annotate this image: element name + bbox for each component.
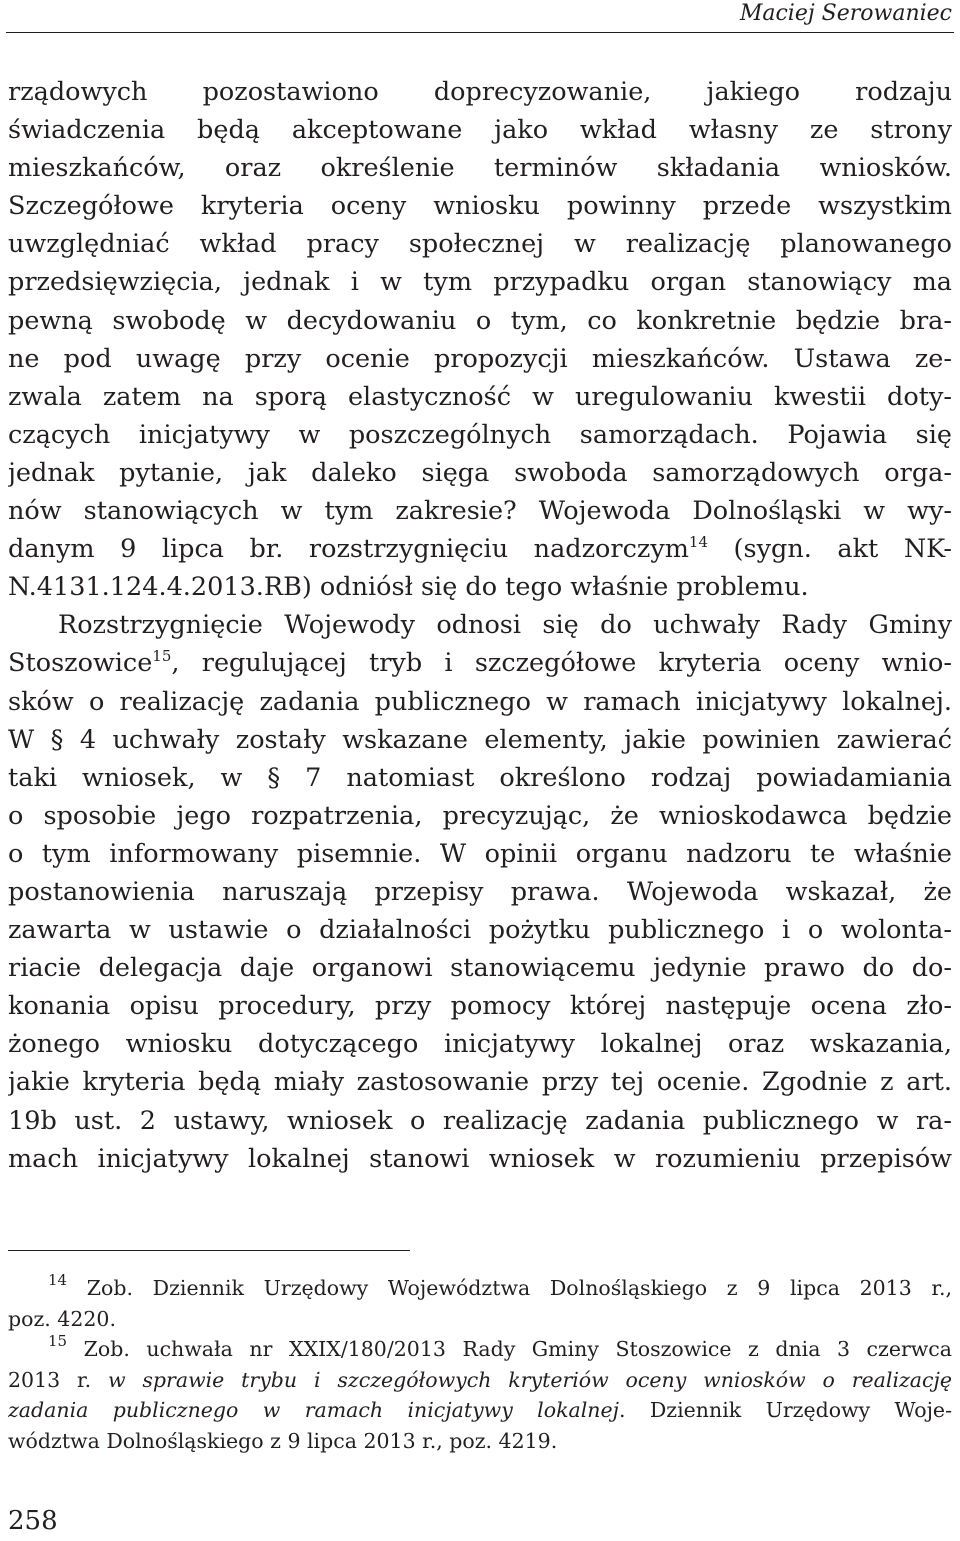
body-line: mach inicjatywy lokalnej stanowi wniosek w rozumieniu przepisów	[8, 1143, 952, 1174]
header-rule	[6, 32, 954, 33]
footnote-text: Zob. uchwała nr XXIX/180/2013 Rady Gminy Stoszowice z dnia 3 czerwca	[67, 1337, 952, 1361]
body-line: jakie kryteria będą miały zastosowanie przy tej ocenie. Zgodnie z art.	[8, 1067, 952, 1098]
footnote-15	[8, 1334, 952, 1365]
footnote-14	[8, 1273, 952, 1304]
body-line: mieszkańców, oraz określenie terminów składania wniosków.	[8, 153, 952, 184]
footnote-ref-14[interactable]: 14	[688, 533, 708, 552]
footnote-rule	[8, 1250, 410, 1251]
body-line: żonego wniosku dotyczącego inicjatywy lokalnej oraz wskazania,	[8, 1029, 952, 1060]
body-line: uwzględniać wkład pracy społecznej w realizację planowanego	[8, 229, 952, 260]
body-line: jednak pytanie, jak daleko sięga swoboda samorządowych orga-	[8, 457, 952, 488]
body-line: o sposobie jego rozpatrzenia, precyzując, że wnioskodawca będzie	[8, 800, 952, 831]
footnote-title-italic: zadania publicznego w ramach inicjatywy lokalnej	[8, 1398, 619, 1422]
body-line	[8, 530, 952, 568]
body-line-text: danym 9 lipca br. rozstrzygnięciu nadzorczym	[8, 534, 689, 565]
body-text	[8, 73, 952, 1178]
running-header-author: Maciej Serowaniec	[739, 1, 952, 26]
footnote-text: Zob. Dziennik Urzędowy Województwa Dolnośląskiego z 9 lipca 2013 r.,	[67, 1276, 952, 1300]
footnotes	[8, 1273, 952, 1456]
body-line-text: Stoszowice	[8, 648, 153, 679]
footnote-title-italic: w sprawie trybu i szczegółowych kryteriów oceny wniosków o realizację	[107, 1367, 952, 1392]
footnote-15-cont: wództwa Dolnośląskiego z 9 lipca 2013 r., poz. 4219.	[8, 1428, 558, 1453]
body-line: 19b ust. 2 ustawy, wniosek o realizację zadania publicznego w ra-	[8, 1105, 952, 1136]
body-line: W § 4 uchwały zostały wskazane elementy, jakie powinien zawierać	[8, 724, 952, 755]
footnote-number: 14	[48, 1273, 68, 1289]
body-line: nów stanowiących w tym zakresie? Wojewoda Dolnośląski w wy-	[8, 496, 952, 527]
body-line: sków o realizację zadania publicznego w ramach inicjatywy lokalnej.	[8, 686, 952, 717]
body-line: N.4131.124.4.2013.RB) odniósł się do tego właśnie problemu.	[8, 572, 809, 603]
footnote-text: 2013 r.	[8, 1367, 108, 1392]
body-line: zawarta w ustawie o działalności pożytku publicznego i o wolonta-	[8, 915, 952, 946]
footnote-15-cont	[8, 1395, 952, 1426]
body-line: o tym informowany pisemnie. W opinii organu nadzoru te właśnie	[8, 838, 952, 869]
body-line: Rozstrzygnięcie Wojewody odnosi się do uchwały Rady Gminy	[58, 610, 952, 641]
footnote-text: . Dziennik Urzędowy Woje-	[618, 1398, 952, 1422]
body-line: czących inicjatywy w poszczególnych samorządach. Pojawia się	[8, 419, 952, 450]
body-line-text: , regulującej tryb i szczegółowe kryteria oceny wnio-	[171, 648, 952, 679]
footnote-number: 15	[48, 1334, 68, 1350]
footnote-15-cont	[8, 1365, 952, 1396]
body-line: riacie delegacja daje organowi stanowiącemu jedynie prawo do do-	[8, 953, 952, 984]
body-line: przedsięwzięcia, jednak i w tym przypadku organ stanowiący ma	[8, 267, 952, 298]
body-line: Szczegółowe kryteria oceny wniosku powinny przede wszystkim	[8, 191, 952, 222]
body-line: taki wniosek, w § 7 natomiast określono rodzaj powiadamiania	[8, 762, 952, 793]
body-line: pewną swobodę w decydowaniu o tym, co konkretnie będzie bra-	[8, 305, 952, 336]
body-line: rządowych pozostawiono doprecyzowanie, jakiego rodzaju	[8, 77, 952, 107]
body-line: świadczenia będą akceptowane jako wkład własny ze strony	[8, 115, 952, 146]
footnote-ref-15[interactable]: 15	[152, 647, 172, 666]
body-line: postanowienia naruszają przepisy prawa. Wojewoda wskazał, że	[8, 876, 952, 907]
body-line: konania opisu procedury, przy pomocy której następuje ocena zło-	[8, 991, 952, 1022]
body-line	[8, 644, 952, 682]
body-line: zwala zatem na sporą elastyczność w uregulowaniu kwestii doty-	[8, 381, 952, 412]
body-line: ne pod uwagę przy ocenie propozycji mieszkańców. Ustawa ze-	[8, 343, 952, 374]
body-line-text: (sygn. akt NK-	[708, 534, 952, 565]
page-number: 258	[8, 1506, 58, 1536]
footnote-14-cont: poz. 4220.	[8, 1306, 116, 1331]
